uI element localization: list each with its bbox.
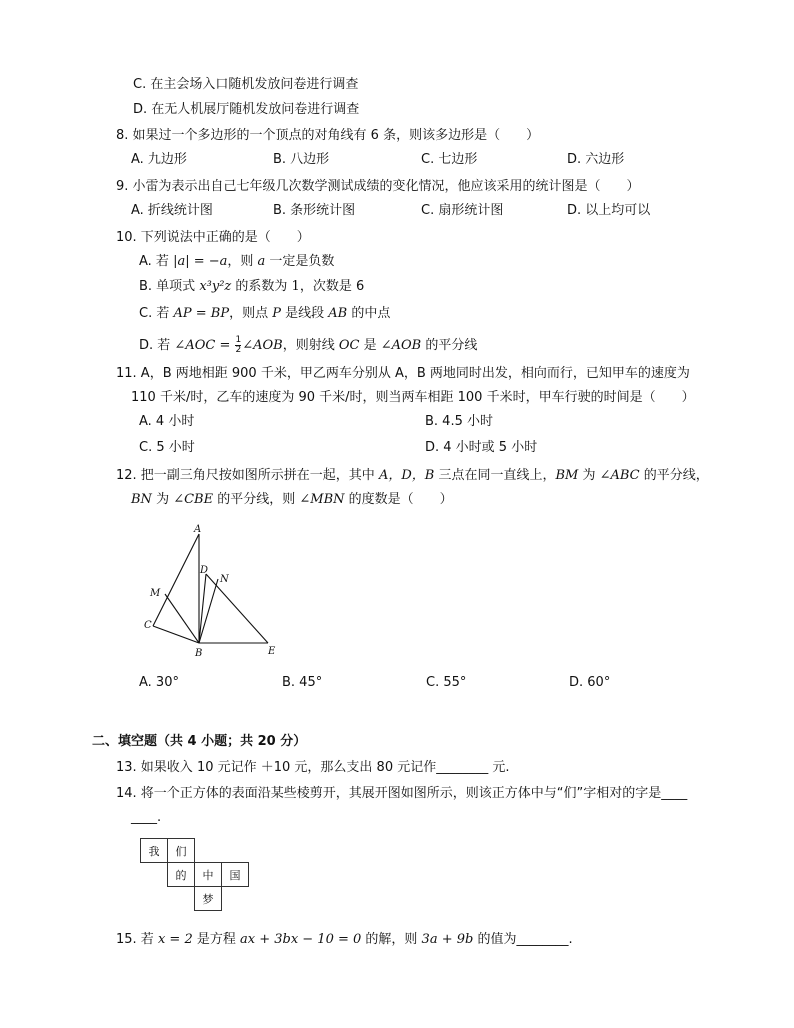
- point-label-m: M: [150, 588, 161, 599]
- q7-option-c: C. 在主会场入口随机发放问卷进行调查: [133, 77, 359, 92]
- q12-stem-line2: BN 为 ∠CBE 的平分线，则 ∠MBN 的度数是（ ）: [131, 492, 453, 507]
- q9-option-d: D. 以上均可以: [567, 203, 651, 218]
- q9-option-b: B. 条形统计图: [273, 203, 356, 218]
- fraction-one-half: $\frac{1}{2}$: [235, 335, 242, 355]
- q9-stem: 9. 小雷为表示出自己七年级几次数学测试成绩的变化情况，他应该采用的统计图是（ ）: [116, 179, 640, 194]
- net-cell: 中: [195, 863, 222, 887]
- q11-option-d: D. 4 小时或 5 小时: [425, 440, 538, 455]
- q8-option-a: A. 九边形: [131, 152, 187, 167]
- q8-option-b: B. 八边形: [273, 152, 330, 167]
- q13-answer-blank: ________: [436, 760, 489, 775]
- section-heading-fill-in: 二、填空题（共 4 小题；共 20 分）: [92, 734, 307, 749]
- q10-option-a: A. 若 |a| = −a，则 a 一定是负数: [139, 254, 335, 269]
- q12-option-d: D. 60°: [569, 675, 611, 690]
- net-cell: 们: [168, 839, 195, 863]
- q11-option-a: A. 4 小时: [139, 414, 195, 429]
- q9-option-c: C. 扇形统计图: [421, 203, 504, 218]
- q11-stem-line1: 11. A，B 两地相距 900 千米，甲乙两车分别从 A，B 两地同时出发，相向而行，已知甲车的速度为: [116, 366, 690, 381]
- triangle-rulers-figure: [138, 522, 288, 662]
- q15-answer-blank: ________: [516, 932, 569, 947]
- q12-option-b: B. 45°: [282, 675, 323, 690]
- point-label-b: B: [195, 648, 203, 659]
- point-label-d: D: [200, 565, 209, 576]
- net-cell: 的: [168, 863, 195, 887]
- q12-stem-line1: 12. 把一副三角尺按如图所示拼在一起，其中 A，D，B 三点在同一直线上，BM 为 ∠ABC 的平分线，: [116, 468, 709, 483]
- q7-option-d: D. 在无人机展厅随机发放问卷进行调查: [133, 102, 360, 117]
- q12-option-a: A. 30°: [139, 675, 179, 690]
- q9-option-a: A. 折线统计图: [131, 203, 213, 218]
- q11-stem-line2: 110 千米/时，乙车的速度为 90 千米/时，则当两车相距 100 千米时，甲车行驶的时间是（ ）: [131, 390, 695, 405]
- point-label-n: N: [220, 574, 229, 585]
- q8-stem: 8. 如果过一个多边形的一个顶点的对角线有 6 条，则该多边形是（ ）: [116, 128, 540, 143]
- q14-answer-blank: ____: [661, 786, 688, 801]
- q10-stem: 10. 下列说法中正确的是（ ）: [116, 230, 310, 245]
- q10-option-b: B. 单项式 x³y²z 的系数为 1，次数是 6: [139, 279, 365, 294]
- q14-answer-blank-cont: ____.: [131, 810, 162, 825]
- point-label-e: E: [268, 646, 276, 657]
- q11-option-c: C. 5 小时: [139, 440, 195, 455]
- q11-option-b: B. 4.5 小时: [425, 414, 493, 429]
- q15-stem: 15. 若 x = 2 是方程 ax + 3bx − 10 = 0 的解，则 3a + 9b 的值为________.: [116, 932, 573, 947]
- net-cell: 梦: [195, 887, 222, 911]
- net-cell: 我: [141, 839, 168, 863]
- cube-net-figure: [140, 838, 249, 911]
- point-label-c: C: [144, 620, 152, 631]
- q10-option-d: D. 若 ∠AOC = $\frac{1}{2}$ ∠AOB，则射线 OC 是 ∠AOB 的平分线: [139, 335, 478, 355]
- q8-option-c: C. 七边形: [421, 152, 478, 167]
- q13-stem: 13. 如果收入 10 元记作 ＋10 元，那么支出 80 元记作________ 元.: [116, 760, 510, 775]
- q10-option-c: C. 若 AP = BP，则点 P 是线段 AB 的中点: [139, 306, 391, 321]
- q14-stem-line1: 14. 将一个正方体的表面沿某些棱剪开，其展开图如图所示，则该正方体中与“们”字相对的字是____: [116, 786, 688, 801]
- q12-option-c: C. 55°: [426, 675, 467, 690]
- point-label-a: A: [194, 524, 202, 535]
- q8-option-d: D. 六边形: [567, 152, 625, 167]
- net-cell: 国: [222, 863, 249, 887]
